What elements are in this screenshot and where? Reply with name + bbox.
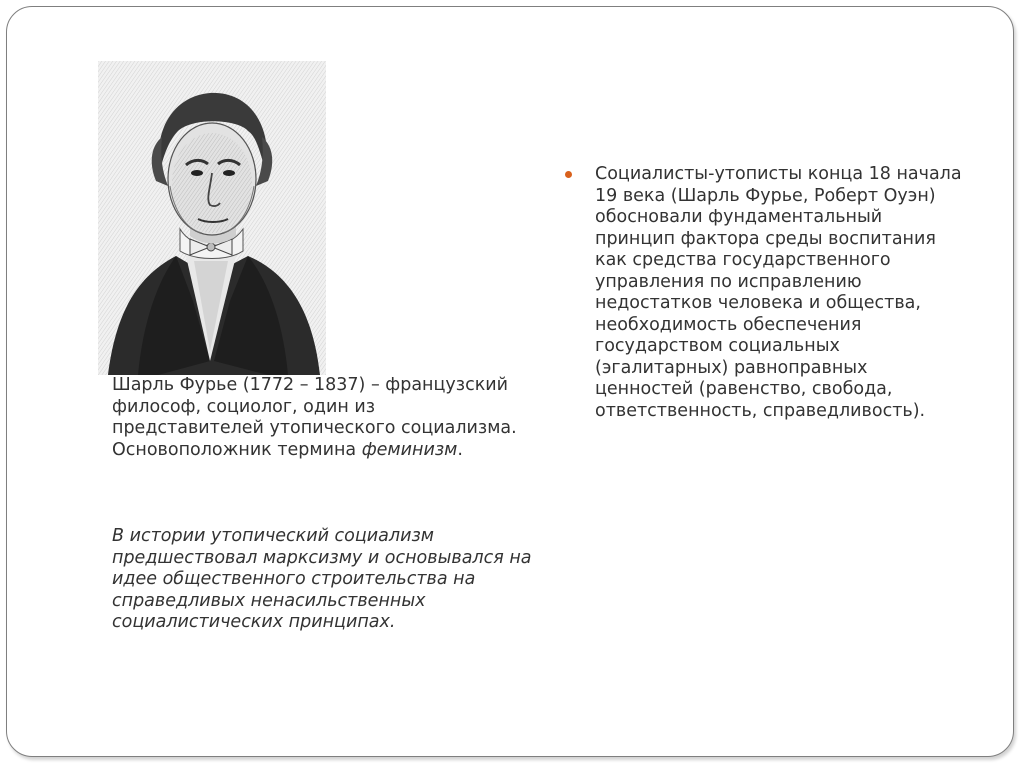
caption-text: Шарль Фурье (1772 – 1837) – французский философ, социолог, один из представителей утопического социализма. Основоположник термина [112,375,517,460]
portrait-caption [112,375,532,461]
bullet-item-text: Социалисты-утописты конца 18 начала 19 века (Шарль Фурье, Роберт Оуэн) обосновали фундаментальный принцип фактора среды воспитания как средства государственного управления по исправлению недостатков человека и общества, необходимость обеспечения государством социальных (эгалитарных) равноправных ценностей (равенство, свобода, ответственность, справедливость). [595,164,962,421]
portrait-illustration [98,61,326,375]
bullet-list [565,164,965,422]
caption-term-emphasis: феминизм [361,439,458,460]
caption-end: . [457,439,463,460]
history-note: В истории утопический социализм предшествовал марксизму и основывался на идее общественного строительства на справедливых ненасильственных социалистических принципах. [112,526,532,632]
portrait-engraving [98,61,326,375]
bullet-dot-icon [565,171,572,178]
